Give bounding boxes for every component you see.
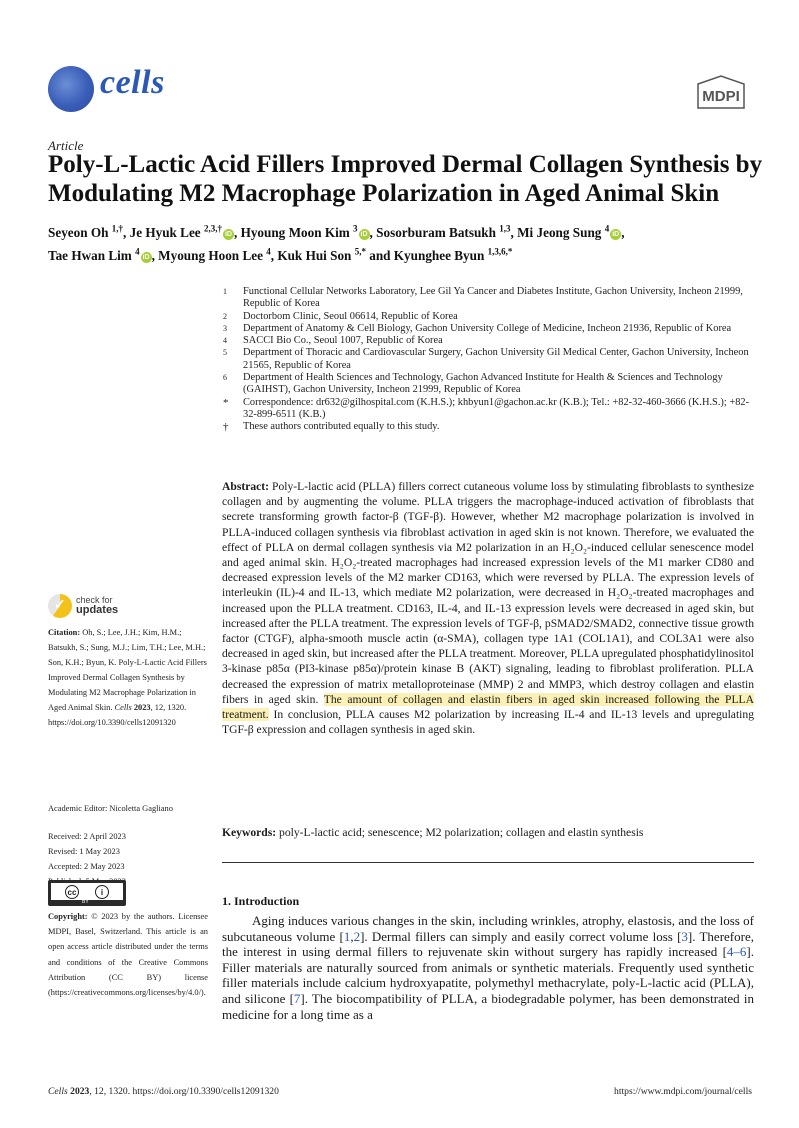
author: Mi Jeong Sung $^4$iD , [517,224,625,241]
affiliation-item: † These authors contributed equally to this study. [223,421,440,434]
revised-date: Revised: 1 May 2023 [48,847,120,856]
citation-link[interactable]: 7 [293,990,301,1006]
person-icon: i [95,885,109,899]
keywords [222,826,754,839]
author: Tae Hwan Lim $^4$iD , [48,246,159,263]
section-divider [222,862,754,863]
check-updates-icon: ✓ [48,594,72,618]
article-type: Article [48,138,84,153]
intro-paragraph: Aging induces various changes in the skin, including wrinkles, atrophy, elastosis, and the loss of subcutaneous volume [1,2]. Dermal fillers can simply and easily correct volume loss [3]. Therefore, the interest in using dermal fillers to rejuvenate skin without surgery has rapidly increased [4–6]. Filler materials are naturally sourced from animals or synthetic materials. Frequently used synthetic filler materials include calcium hydroxyapatite, polymethyl methacrylate, poly-L-lactic acid (PLLA), and silicone [7]. The biocompatibility of PLLA, a biodegradable polymer, has been demonstrated in medicine for a long time as a [222,913,754,1022]
footer-journal-link[interactable]: https://www.mdpi.com/journal/cells [614,1086,752,1097]
footer-citation: Cells 2023, 12, 1320. https://doi.org/10.3390/cells12091320 [48,1086,279,1097]
author: Je Hyuk Lee $^{2,3,\dagger}$iD , [129,224,241,241]
keywords-text: poly-L-lactic acid; senescence; M2 polarization; collagen and elastin synthesis [279,826,644,839]
affiliation-item: 4 SACCI Bio Co., Seoul 1007, Republic of Korea [223,335,443,347]
orcid-icon[interactable]: iD [224,231,232,239]
citation-link[interactable]: 4–6 [726,944,747,960]
orcid-icon[interactable]: iD [142,253,150,261]
affiliation-item: 6 Department of Health Sciences and Technology, Gachon Advanced Institute for Health & Sciences and Technology (GAIHST), Gachon University, Incheon 21999, Republic of Korea [223,372,723,396]
author: Hyoung Moon Kim $^3$iD , [240,224,377,241]
author: Seyeon Oh $^{1,\dagger}$, [48,224,130,241]
received-date: Received: 2 April 2023 [48,832,126,841]
copyright-notice: Copyright: © 2023 by the authors. Licensee MDPI, Basel, Switzerland. This article is an open access article distributed under the terms and conditions of the Creative Commons Attribution (CC BY) license (https://creativecommons.org/licenses/by/4.0/). [48,912,208,998]
author: Myoung Hoon Lee $^4$, [158,246,278,263]
author: Kuk Hui Son $^{5,*}$ and [277,246,394,263]
abstract-text: Poly-L-lactic acid (PLLA) fillers correct cutaneous volume loss by stimulating fibroblasts to synthesize collagen and by augmenting the volume. PLLA triggers the macrophage-induced activation of fibroblasts that secrete transforming growth factor-β (TGF-β). However, whether M2 macrophage polarization is involved in PLLA-induced collagen synthesis via fibroblast activation in aged skin is not known. Therefore, we evaluated the effect of PLLA on dermal collagen synthesis via M2 polarization in an H₂O₂-induced cellular senescence model and aged animal skin. H₂O₂-treated macrophages had increased expression levels of the M1 marker CD80 and decreased expression levels of the M2 marker CD163, which were reversed by PLLA. The expression levels of interleukin (IL)-4 and IL-13, which mediate M2 polarization, were decreased in H₂O₂-treated macrophages and increased upon the PLLA treatment. CD163, IL-4, and IL-13 expression levels were decreased in aged skin, but increased after the PLLA treatment. The expression levels of TGF-β, pSMAD2/SMAD2, connective tissue growth factor (CTGF), alpha-smooth muscle actin (α-SMA), collagen type 1A1 (COL1A1), and COL3A1 were also decreased in aged skin, but increased after the PLLA treatment. Moreover, PLLA upregulated phosphatidylinositol 3-kinase p85α (PI3-kinase p85α)/protein kinase B (AKT) signaling, leading to fibroblast proliferation. PLLA decreased the expression of matrix metalloproteinase (MMP) 2 and MMP3, which destroy collagen and elastin fibers in aged skin. [222,480,754,706]
affiliation-item: 2 Doctorbom Clinic, Seoul 06614, Republic of Korea [223,310,458,322]
affiliation-item: 3 Department of Anatomy & Cell Biology, Gachon University College of Medicine, Incheon 21936, Republic of Korea [223,322,732,334]
keywords-label: Keywords: [222,826,277,839]
author-list [48,220,768,265]
check-updates-line1: check for [76,595,113,605]
mdpi-logo [690,74,752,110]
citation-block: Citation: Oh, S.; Lee, J.H.; Kim, H.M.; Batsukh, S.; Sung, M.J.; Lim, T.H.; Lee, M.H.; Son, K.H.; Byun, K. Poly-L-Lactic Acid Fillers Improved Dermal Collagen Synthesis by Modulating M2 Macrophage Polarization in Aged Animal Skin. Cells 2023, 12, 1320. https://doi.org/10.3390/cells12091320 [48,628,207,727]
academic-editor: Academic Editor: Nicoletta Gagliano [48,804,173,813]
publisher-name: MDPI [702,88,740,105]
intro-body [222,913,754,1022]
check-updates-line2: updates [76,604,119,616]
author: Sosorburam Batsukh $^{1,3}$, [376,224,518,241]
affiliation-item: * Correspondence: dr632@gilhospital.com (K.H.S.); khbyun1@gachon.ac.kr (K.B.); Tel.: +82-32-460-3666 (K.H.S.); +82-32-899-6511 (K.B.) [223,396,750,420]
citation-link[interactable]: 2 [353,928,361,944]
journal-name: cells [100,64,165,101]
abstract [222,479,754,737]
page-footer [48,1086,752,1097]
cc-icon: cc [65,885,79,899]
journal-logo-icon [48,66,94,112]
check-for-updates-button[interactable] [48,594,168,620]
affiliation-item: 5 Department of Thoracic and Cardiovascular Surgery, Gachon University Gil Medical Center, Gachon University, Incheon 21565, Republic of Korea [223,347,749,371]
abstract-label: Abstract: [222,480,270,493]
intro-heading: 1. Introduction [222,894,300,908]
accepted-date: Accepted: 2 May 2023 [48,862,125,871]
affiliations [222,286,762,434]
orcid-icon[interactable]: iD [612,231,620,239]
citation-link[interactable]: 3 [681,928,688,944]
cc-by-license-badge[interactable] [48,880,126,906]
affiliation-item: 1 Functional Cellular Networks Laboratory, Lee Gil Ya Cancer and Diabetes Institute, Gachon University, Incheon 21999, Republic of Korea [223,286,743,310]
abstract-conclusion: In conclusion, PLLA causes M2 polarization by increasing IL-4 and IL-13 levels and upregulating TGF-β expression and collagen synthesis in aged skin. [222,708,754,737]
orcid-icon[interactable]: iD [360,231,368,239]
author: Kyunghee Byun $^{1,3,6,*}$ [393,246,513,263]
paper-title: Poly-L-Lactic Acid Fillers Improved Dermal Collagen Synthesis by Modulating M2 Macrophage Polarization in Aged Animal Skin [48,151,763,207]
abstract-highlight: The amount of collagen and elastin fibers in aged skin increased following the PLLA treatment. [222,692,754,722]
cc-by-label: BY [82,899,89,905]
citation-link[interactable]: 1 [343,928,351,944]
